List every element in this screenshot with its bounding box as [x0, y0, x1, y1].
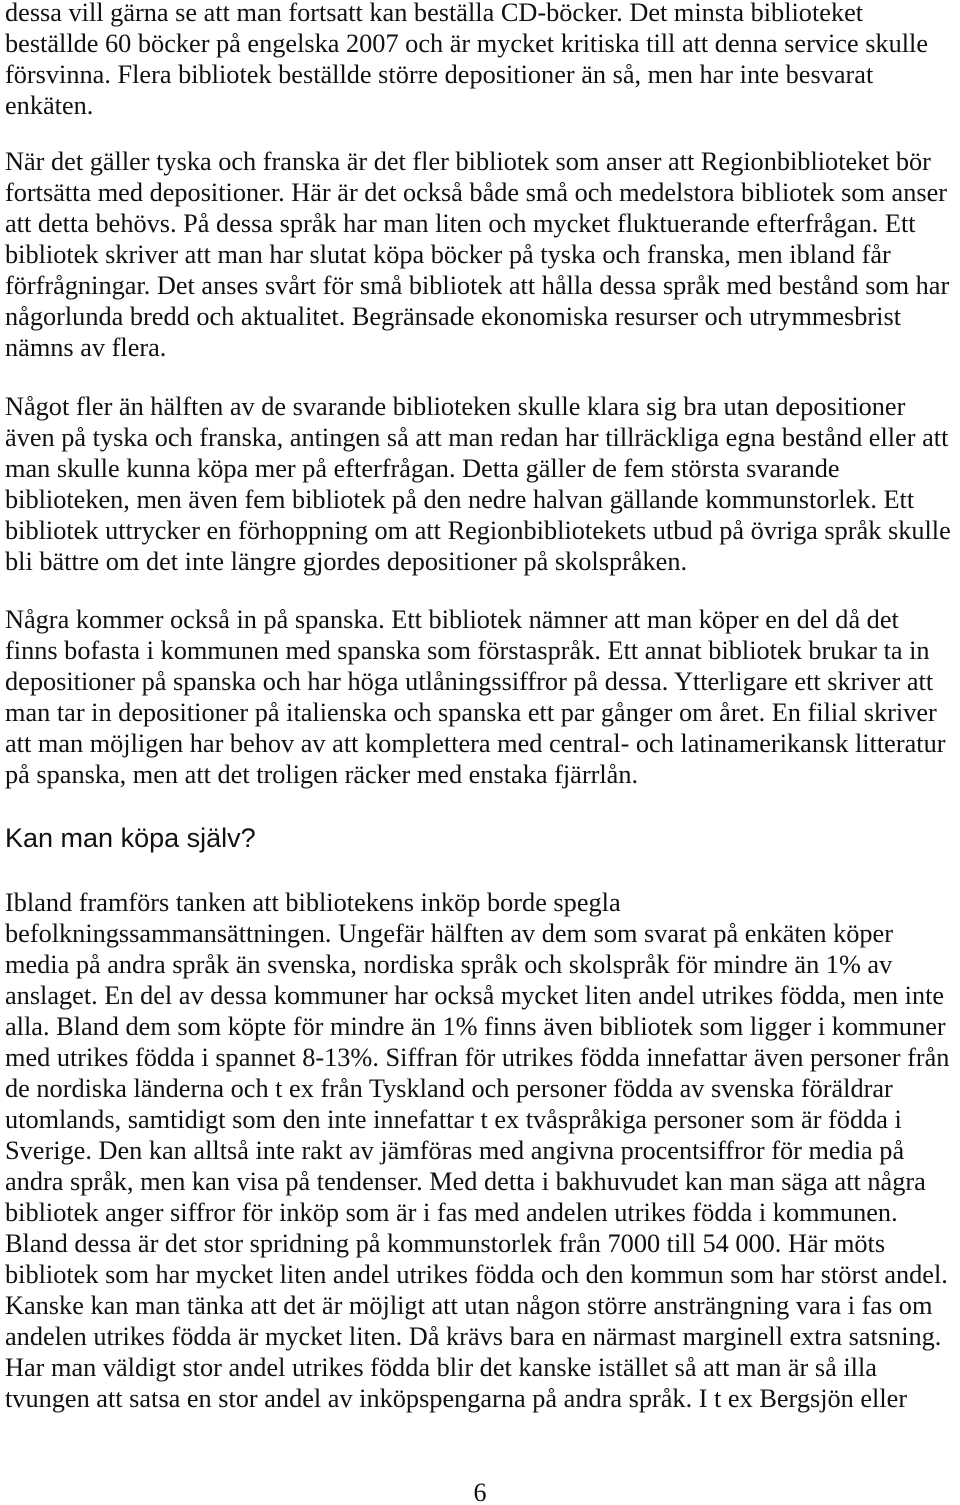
text-line: utomlands, samtidigt som den inte innefattar t ex tvåspråkiga personer som är födda i [5, 1105, 902, 1134]
text-line: de nordiska länderna och t ex från Tyskland och personer födda av svenska föräldrar [5, 1074, 893, 1103]
text-line: även på tyska och franska, antingen så att man redan har tillräckliga egna bestånd eller att [5, 423, 949, 452]
paragraph-german-french [5, 146, 949, 363]
text-line: bibliotek anger siffror för inköp som är i fas med andelen utrikes födda i kommunen. [5, 1198, 898, 1227]
text-line: befolkningssammansättningen. Ungefär hälften av dem som svarat på enkäten köper [5, 919, 893, 948]
text-line: tvungen att satsa en stor andel av inköpspengarna på andra språk. I t ex Bergsjön eller [5, 1384, 908, 1413]
text-line: När det gäller tyska och franska är det fler bibliotek som anser att Regionbiblioteket bör [5, 147, 931, 176]
text-line: anslaget. En del av dessa kommuner har också mycket liten andel utrikes födda, men inte [5, 981, 945, 1010]
paragraph-own-purchases [5, 887, 949, 1414]
text-line: någorlunda bredd och aktualitet. Begränsade ekonomiska resurser och utrymmesbrist [5, 302, 902, 331]
text-line: Har man väldigt stor andel utrikes födda blir det kanske istället så att man är så illa [5, 1353, 877, 1382]
text-line: fortsätta med depositioner. Här är det också både små och medelstora bibliotek som anser [5, 178, 948, 207]
text-line: bibliotek skriver att man har slutat köpa böcker på tyska och franska, men ibland får [5, 240, 891, 269]
text-line: på spanska, men att det troligen räcker med enstaka fjärrlån. [5, 760, 639, 789]
text-line: Sverige. Den kan alltså inte rakt av jämföras med angivna procentsiffror för media på [5, 1136, 905, 1165]
text-line: Något fler än hälften av de svarande biblioteken skulle klara sig bra utan depositioner [5, 392, 906, 421]
text-line: andelen utrikes födda är mycket liten. Då krävs bara en närmast marginell extra satsning. [5, 1322, 942, 1351]
text-line: enkäten. [5, 91, 94, 120]
text-line: finns bofasta i kommunen med spanska som förstaspråk. Ett annat bibliotek brukar ta in [5, 636, 930, 665]
text-line: bibliotek som har mycket liten andel utrikes födda och den kommun som har störst andel. [5, 1260, 948, 1289]
text-line: depositioner på spanska och har höga utlåningssiffror på dessa. Ytterligare ett skriver att [5, 667, 934, 696]
text-line: andra språk, men kan visa på tendenser. Med detta i bakhuvudet kan man säga att några [5, 1167, 926, 1196]
text-line: förfrågningar. Det anses svårt för små bibliotek att hålla dessa språk med bestånd som har [5, 271, 950, 300]
text-line: alla. Bland dem som köpte för mindre än 1% finns även bibliotek som ligger i kommuner [5, 1012, 946, 1041]
paragraph-cd-books [5, 0, 928, 121]
text-line: att detta behövs. På dessa språk har man liten och mycket fluktuerande efterfrågan. Ett [5, 209, 916, 238]
paragraph-spanish [5, 604, 946, 790]
text-line: Kanske kan man tänka att det är möjligt att utan någon större ansträngning vara i fas om [5, 1291, 933, 1320]
text-line: Ibland framförs tanken att bibliotekens inköp borde spegla [5, 888, 621, 917]
text-line: nämns av flera. [5, 333, 167, 362]
text-line: att man möjligen har behov av att komplettera med central- och latinamerikansk litteratur [5, 729, 946, 758]
text-line: bli bättre om det inte längre gjordes depositioner på skolspråken. [5, 547, 688, 576]
text-line: med utrikes födda i spannet 8-13%. Siffran för utrikes födda innefattar även personer från [5, 1043, 950, 1072]
text-line: försvinna. Flera bibliotek beställde större depositioner än så, men har inte besvarat [5, 60, 874, 89]
text-line: biblioteken, men även fem bibliotek på den nedre halvan gällande kommunstorlek. Ett [5, 485, 915, 514]
text-line: Några kommer också in på spanska. Ett bibliotek nämner att man köper en del då det [5, 605, 899, 634]
section-heading: Kan man köpa själv? [5, 823, 256, 853]
text-line: beställde 60 böcker på engelska 2007 och är mycket kritiska till att denna service skulle [5, 29, 929, 58]
text-line: dessa vill gärna se att man fortsatt kan beställa CD-böcker. Det minsta biblioteket [5, 0, 864, 27]
text-line: man skulle kunna köpa mer på efterfrågan. Detta gäller de fem största svarande [5, 454, 840, 483]
text-line: bibliotek uttrycker en förhoppning om att Regionbibliotekets utbud på övriga språk skulle [5, 516, 951, 545]
paragraph-without-depositions [5, 391, 951, 577]
text-line: man tar in depositioner på italienska och spanska ett par gånger om året. En filial skriver [5, 698, 937, 727]
text-line: media på andra språk än svenska, nordiska språk och skolspråk för mindre än 1% av [5, 950, 893, 979]
page-number: 6 [473, 1478, 487, 1505]
text-line: Bland dessa är det stor spridning på kommunstorlek från 7000 till 54 000. Här möts [5, 1229, 886, 1258]
